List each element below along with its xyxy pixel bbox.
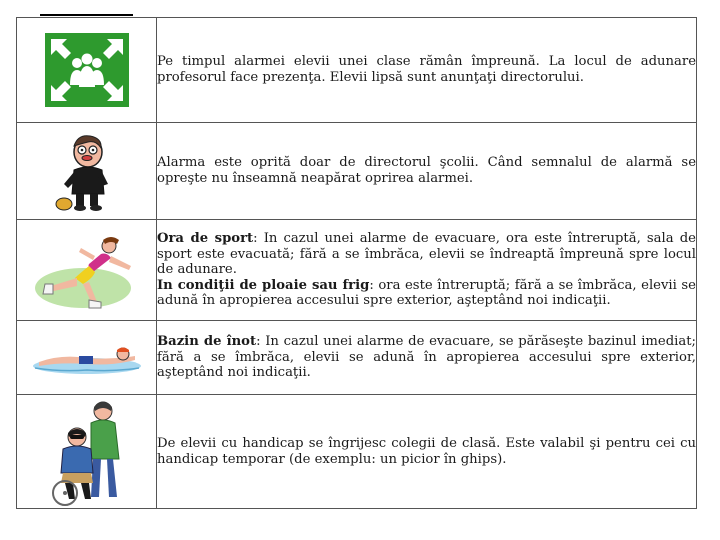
evacuation-rules-table	[16, 17, 697, 509]
icon-cell	[17, 220, 157, 321]
rule-heading: Bazin de înot	[157, 334, 257, 350]
table-row	[17, 123, 697, 220]
rule-paragraph: De elevii cu handicap se îngrijesc colegii de clasă. Este valabil şi pentru cei cu handicap temporar (de exemplu: un picior în ghips).	[157, 435, 696, 467]
rule-text	[157, 395, 697, 509]
runner-icon	[31, 228, 143, 312]
rule-paragraph	[157, 334, 696, 381]
director-person-icon	[52, 130, 122, 212]
rule-heading: In condiţii de ploaie sau frig	[157, 277, 370, 293]
swimmer-icon	[31, 336, 143, 380]
assembly-point-icon	[45, 33, 129, 107]
table-row	[17, 395, 697, 509]
rule-paragraph: Alarma este oprită doar de directorul şcolii. Când semnalul de alarmă se opreşte nu înseamnă neapărat oprirea alarmei.	[157, 155, 696, 186]
rule-paragraph: Pe timpul alarmei elevii unei clase rămân împreună. La locul de adunare profesorul face prezenţa. Elevii lipsă sunt anunţaţi directorului.	[157, 54, 696, 85]
rule-body: : In cazul unei alarme de evacuare, se părăseşte bazinul imediat; fără a se îmbrăca, elevii se adună în apropierea accesului spre exterior, aşteptând noi indicaţii.	[157, 334, 696, 381]
rule-body: : In cazul unei alarme de evacuare, ora este întreruptă, sala de sport este evacuată; fără a se îmbrăca, elevii se îndreaptă împreună spre locul de adunare.	[157, 231, 696, 278]
rule-text	[157, 18, 697, 123]
rule-text	[157, 220, 697, 321]
rule-text	[157, 321, 697, 395]
rule-body: : ora este întreruptă; fără a se îmbrăca, elevii se adună în apropierea accesului spre exterior, aşteptând noi indicaţii.	[157, 277, 696, 309]
rule-heading: Ora de sport	[157, 231, 254, 247]
table-row	[17, 220, 697, 321]
icon-cell	[17, 395, 157, 509]
rule-text	[157, 123, 697, 220]
rule-paragraph	[157, 231, 696, 278]
rule-paragraph	[157, 278, 696, 309]
header-rule	[40, 14, 133, 16]
icon-cell	[17, 321, 157, 395]
icon-cell	[17, 123, 157, 220]
wheelchair-assist-icon	[47, 397, 127, 507]
table-row	[17, 18, 697, 123]
icon-cell	[17, 18, 157, 123]
table-row	[17, 321, 697, 395]
